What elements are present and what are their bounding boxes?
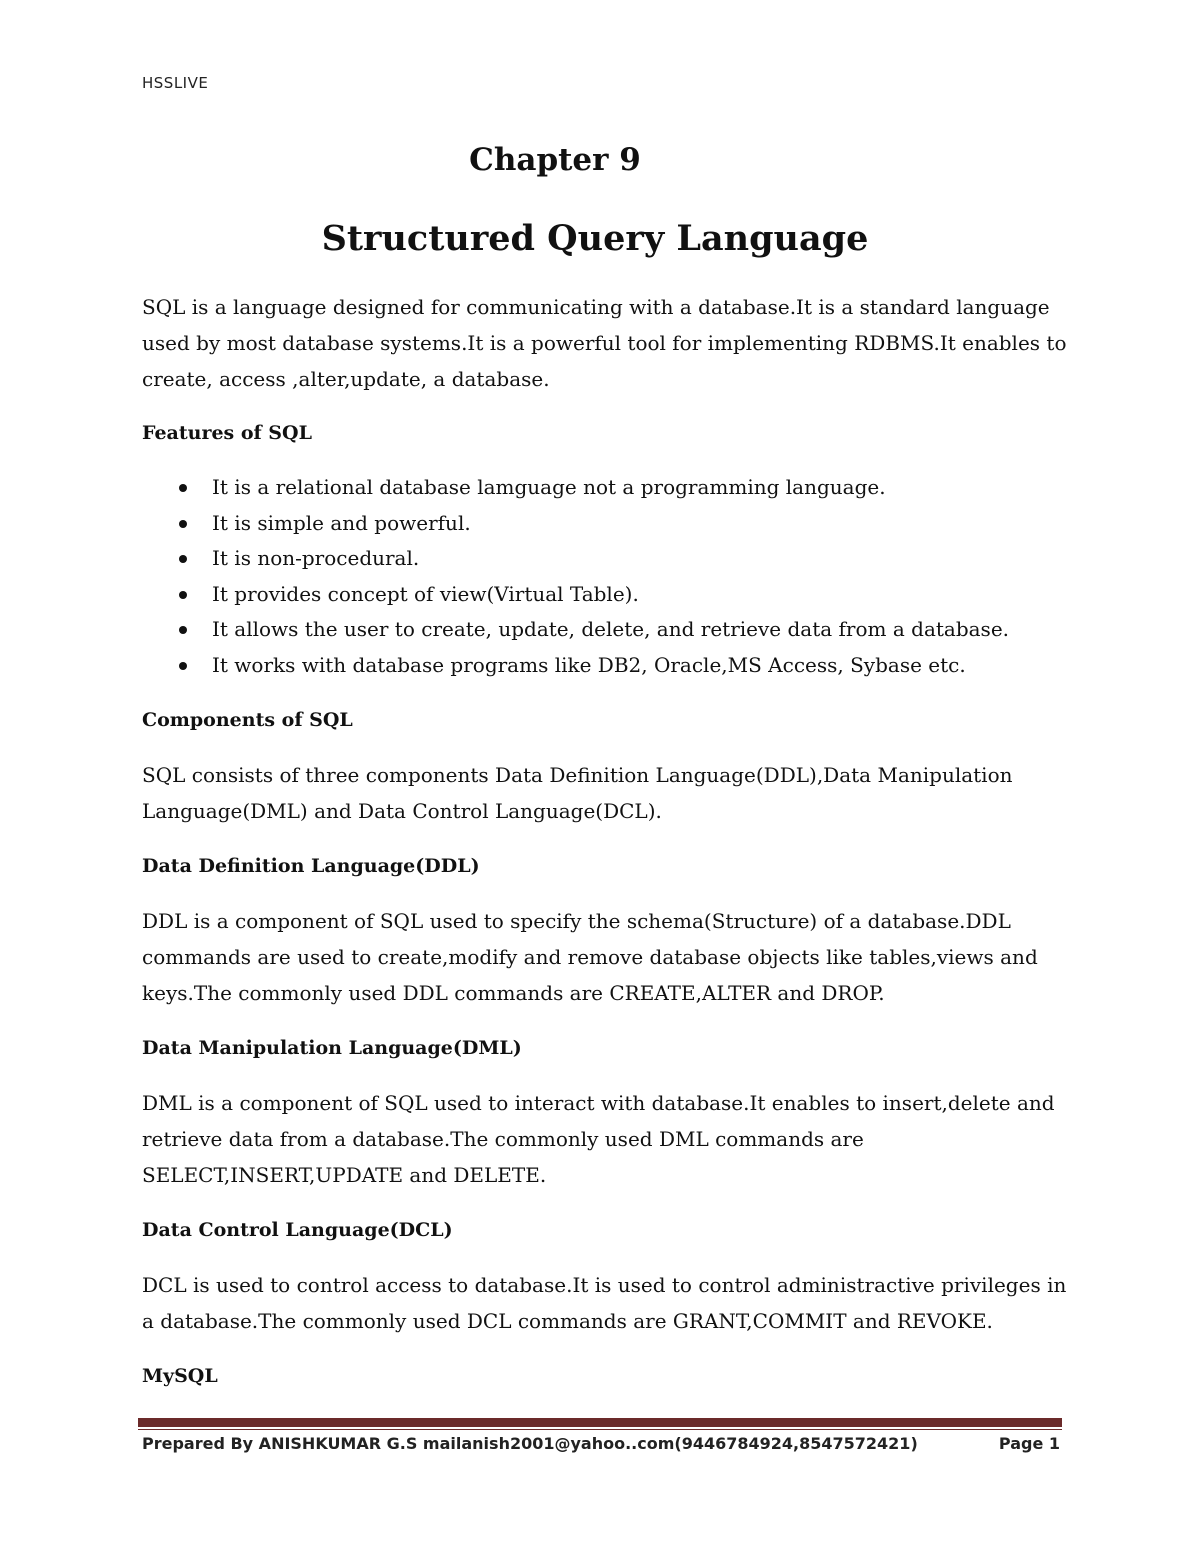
list-item: It provides concept of view(Virtual Table). — [212, 577, 1072, 613]
list-item: It allows the user to create, update, delete, and retrieve data from a database. — [212, 612, 1072, 648]
dcl-heading: Data Control Language(DCL) — [142, 1219, 453, 1241]
page-number: Page 1 — [998, 1434, 1060, 1453]
features-list — [142, 470, 1072, 683]
components-paragraph: SQL consists of three components Data Definition Language(DDL),Data Manipulation Language(DML) and Data Control Language(DCL). — [142, 763, 1013, 823]
list-item: It works with database programs like DB2, Oracle,MS Access, Sybase etc. — [212, 648, 1072, 684]
list-item: It is a relational database lamguage not a programming language. — [212, 470, 1072, 506]
dml-heading: Data Manipulation Language(DML) — [142, 1037, 522, 1059]
ddl-paragraph: DDL is a component of SQL used to specify the schema(Structure) of a database.DDL commands are used to create,modify and remove database objects like tables,views and keys.The commonly used DDL commands are CREATE,ALTER and DROP. — [142, 909, 1038, 1005]
list-item: It is non-procedural. — [212, 541, 1072, 577]
mysql-heading: MySQL — [142, 1365, 218, 1387]
footer-author: Prepared By ANISHKUMAR G.S mailanish2001@yahoo..com(9446784924,8547572421) — [142, 1434, 918, 1453]
list-item: It is simple and powerful. — [212, 506, 1072, 542]
dml-paragraph: DML is a component of SQL used to interact with database.It enables to insert,delete and retrieve data from a database.The commonly used DML commands are SELECT,INSERT,UPDATE and DELETE. — [142, 1091, 1055, 1187]
ddl-heading: Data Definition Language(DDL) — [142, 855, 480, 877]
chapter-title: Chapter 9 — [469, 142, 641, 178]
features-heading: Features of SQL — [142, 422, 312, 444]
dcl-paragraph: DCL is used to control access to database.It is used to control administractive privileges in a database.The commonly used DCL commands are GRANT,COMMIT and REVOKE. — [142, 1273, 1067, 1333]
footer-rule — [138, 1418, 1062, 1427]
document-body — [142, 289, 1072, 1413]
page-header: HSSLIVE — [142, 74, 209, 92]
footer-rule-thin — [138, 1429, 1062, 1430]
page-footer — [142, 1434, 1060, 1453]
intro-paragraph: SQL is a language designed for communicating with a database.It is a standard language used by most database systems.It is a powerful tool for implementing RDBMS.It enables to create, access ,alter,update, a database. — [142, 295, 1067, 391]
components-heading: Components of SQL — [142, 709, 353, 731]
document-title: Structured Query Language — [321, 218, 869, 259]
